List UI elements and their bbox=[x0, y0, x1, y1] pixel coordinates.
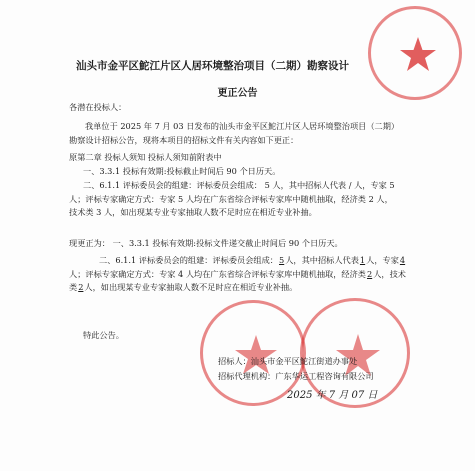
original-heading: 原第二章 投标人须知 投标人须知前附表中 bbox=[69, 152, 222, 162]
correction-item-1: 一、3.3.1 投标有效期:投标文件递交截止时间后 90 个日历天。 bbox=[112, 238, 343, 248]
tenderer-signature: 招标人：汕头市金平区鮀江街道办事处 bbox=[218, 356, 358, 366]
value-tenderer-rep: 1 bbox=[359, 255, 366, 265]
value-experts: 4 bbox=[399, 255, 406, 265]
value-economic: 2 bbox=[366, 268, 373, 279]
greeting: 各潜在投标人： bbox=[69, 102, 127, 112]
correction-label: 现更正为： bbox=[69, 238, 110, 248]
value-committee-total: 5 bbox=[279, 255, 285, 265]
original-item-1: 一、3.3.1 投标有效期:投标截止时间后 90 个日历天。 bbox=[83, 166, 281, 176]
original-item-2: 二、6.1.1 评标委员会的组建：评标委员会组成： 5 人，其中招标人代表 / 人，专家 5 人；评标专家确定方式：专家 5 人均在广东省综合评标专家库中随机抽取，经济类 2 人，技术类 3 人，如出现某专业专家抽取人数不足时应在相近专业补抽。 bbox=[69, 180, 395, 217]
page-subtitle: 更正公告 bbox=[217, 88, 258, 99]
correction-item-2: 二、6.1.1 评标委员会的组建：评标委员会组成：5人，其中招标人代表1人，专家4人；评标专家确定方式：专家 4 人均在广东省综合评标专家库中随机抽取，经济类2人，技术类2人，如出现某专业专家抽取人数不足时应在相近专业补抽。 bbox=[69, 255, 406, 292]
closing-text: 特此公告。 bbox=[83, 330, 124, 340]
intro-paragraph: 我单位于 2025 年 7 月 03 日发布的汕头市金平区鮀江片区人居环境整治项目（二期）勘察设计招标公告，现将本项目的招标文件有关内容如下更正： bbox=[69, 121, 395, 145]
page-title: 汕头市金平区鮀江片区人居环境整治项目（二期）勘察设计 bbox=[76, 60, 349, 72]
agent-signature: 招标代理机构：广东华运工程咨询有限公司 bbox=[218, 371, 374, 381]
value-technical: 2 bbox=[78, 282, 84, 292]
signing-date: 2025 年 7 月 07 日 bbox=[287, 390, 378, 401]
correction-label-and-item-1 bbox=[69, 238, 343, 249]
